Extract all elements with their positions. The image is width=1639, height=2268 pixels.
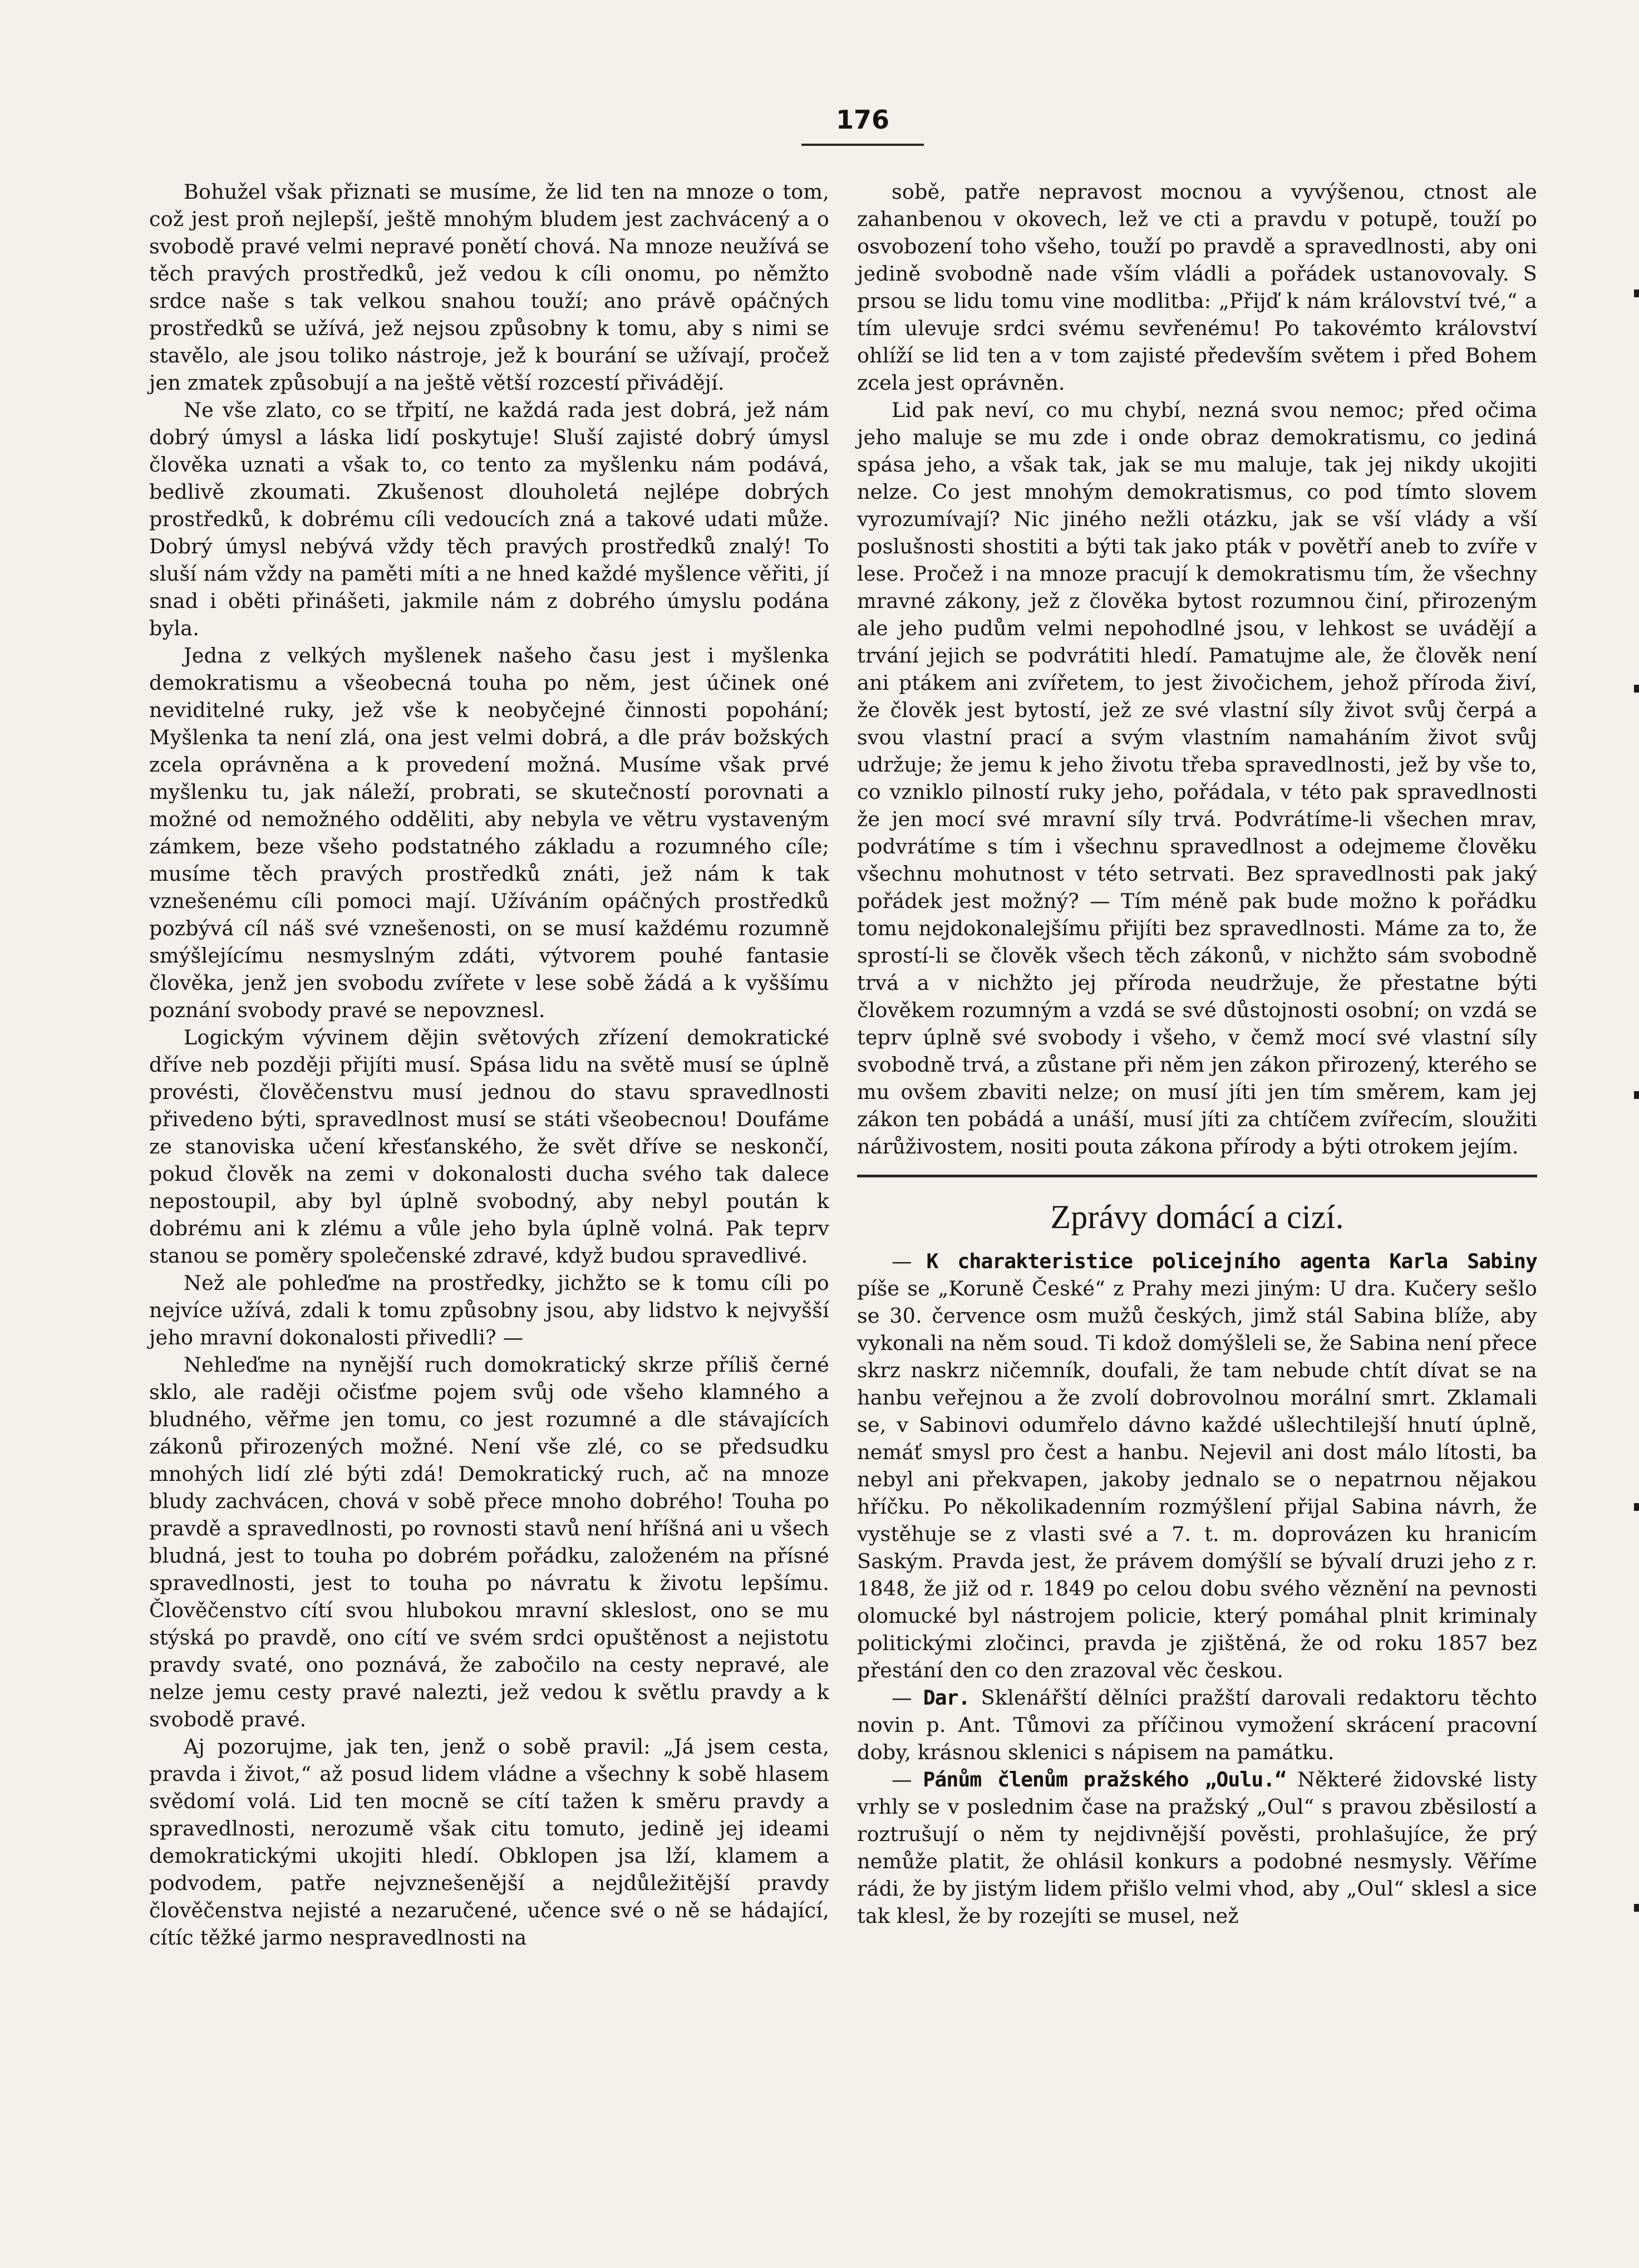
news-item-title: K charakteristice policejního agenta Karla Sabiny: [926, 1249, 1537, 1273]
paragraph: Ne vše zlato, co se třpití, ne každá rada jest dobrá, jež nám dobrý úmysl a láska lidí poskytuje! Sluší zajisté dobrý úmysl člověka uznati a však to, co tento za myšlenku nám podává, bedlivě zkoumati. Zkušenost dlouholetá nejlépe dobrých prostředků, k dobrému cíli vedoucích zná a takové udati může. Dobrý úmysl nebývá vždy těch pravých prostředků znalý! To sluší nám vždy na paměti míti a ne hned každé myšlence věřiti, jí snad i oběti přinášeti, jakmile nám z dobrého úmyslu podána byla.: [149, 398, 829, 640]
news-section-heading: Zprávy domácí a cizí.: [1050, 1199, 1344, 1235]
scan-edge-mark: [1634, 1503, 1639, 1511]
news-item: [857, 1766, 1537, 1930]
paragraph: Lid pak neví, co mu chybí, nezná svou nemoc; před očima jeho maluje se mu zde i onde obraz demokratismu, co jediná spása jeho, a však tak, jak se mu maluje, tak jej nikdy ukojiti nelze. Co jest mnohým demokratismus, co pod tímto slovem vyrozumívají? Nic jiného nežli otázku, jak se vší vlády a vší poslušnosti shostiti a býti tak jako pták v povětří aneb to zvíře v lese. Pročež i na mnoze pracují k demokratismu tím, že všechny mravné zákony, jež z člověka bytost rozumnou činí, přirozeným ale jeho pudům velmi nepohodlné jsou, v lehkost se uvádějí a trvání jejich se podvrátiti hledí. Pamatujme ale, že člověk není ani ptákem ani zvířetem, to jest živočichem, jehož příroda živí, že člověk jest bytostí, jež ze své vlastní síly život svůj čerpá a svou vlastní prací a svým vlastním namaháním život svůj udržuje; že jemu k jeho životu třeba spravedlnosti, jež by vše to, co vzniklo pilností ruky jeho, pořádala, v této pak spravedlnosti že jen mocí své mravní síly trvá. Podvrátíme-li všechen mrav, podvrátíme s tím i všechnu spravedlnost a odejmeme člověku všechnu mohutnost v této setrvati. Bez spravedlnosti pak jaký pořádek jest možný? — Tím méně pak bude možno k pořádku tomu nejdokonalejšímu přijíti bez spravedlnosti. Máme za to, že sprostí-li se člověk všech těch zákonů, v nichžto sám svobodně trvá a v nichžto jej příroda neudržuje, že přestatne býti člověkem rozumným a vzdá se své důstojnosti osobní; on vzdá se teprv úplně své svobody i všeho, v čemž mocí své vlastní síly svobodně trvá, a zůstane při něm jen zákon přirozený, kterého se mu ovšem zbaviti nelze; on musí jíti jen tím směrem, kam jej zákon ten pobádá a unáší, musí jíti za chtíčem zvířecím, sloužiti nárůživostem, nositi pouta zákona přírody a býti otrokem jejím.: [857, 398, 1537, 1158]
news-item: [857, 1248, 1537, 1684]
news-item-dash: —: [892, 1249, 912, 1273]
scan-edge-mark: [1634, 1904, 1639, 1912]
scan-edge-mark: [1634, 1091, 1639, 1099]
section-separator: [857, 1175, 1537, 1177]
paragraph: Než ale pohleďme na prostředky, jichžto se k tomu cíli po nejvíce užívá, zdali k tomu způsobny jsou, aby lidstvo k nejvyšší jeho mravní dokonalosti přivedli? —: [149, 1271, 829, 1349]
news-item-dash: —: [892, 1686, 912, 1710]
paragraph: Aj pozorujme, jak ten, jenž o sobě pravil: „Já jsem cesta, pravda i život,“ až posud lidem vládne a všechny k sobě hlasem svědomí volá. Lid ten mocně se cítí tažen k směru pravdy a spravedlnosti, nerozumě však citu tomuto, jedině jej ideami demokratickými ukojiti hledí. Obklopen jsa lží, klamem a podvodem, patře nejvznešenější a nejdůležitější pravdy člověčenstva nejisté a nezaručené, učence své o ně se hádající, cítíc těžké jarmo nespravedlnosti na: [149, 1735, 829, 1950]
paragraph: Logickým vývinem dějin světových zřízení demokratické dříve neb později přijíti musí. Spása lidu na světě musí se úplně provésti, člověčenstvu musí jednou do stavu spravedlnosti přivedeno býti, spravedlnost musí se státi všeobecnou! Doufáme ze stanoviska učení křesťanského, že svět dříve se neskončí, pokud člověk na zemi v dokonalosti ducha svého tak dalece nepostoupil, aby byl úplně svobodný, aby nebyl poután k dobrému ani k zlému a vůle jeho byla úplně volná. Pak teprv stanou se poměry společenské zdravé, když budou spravedlivé.: [149, 1025, 829, 1268]
paragraph: Bohužel však přiznati se musíme, že lid ten na mnoze o tom, což jest proň nejlepší, ještě mnohým bludem jest zachvácený a o svobodě pravé velmi nepravé ponětí chová. Na mnoze neužívá se těch pravých prostředků, jež vedou k cíli onomu, po němžto srdce naše s tak velkou snahou touží; ano právě opáčných prostředků se užívá, jež nejsou způsobny k tomu, aby s nimi se stavělo, ale jsou toliko nástroje, jež k bourání se užívají, pročež jen zmatek způsobují a na ještě větší rozcestí přivádějí.: [149, 180, 829, 395]
right-column: [857, 178, 1537, 1930]
news-item-text: Některé židovské listy vrhly se v poslednim čase na pražský „Oul“ s pravou zběsilostí a roztrušují o něm ty nejdivnější pověsti, prohlašujíce, že prý nemůže platit, že ohlásil konkurs a podobné nesmysly. Věříme rádi, že by jistým lidem přišlo velmi vhod, aby „Oul“ sklesl a sice tak klesl, že by rozejíti se musel, než: [857, 1768, 1537, 1928]
scan-edge-mark: [1634, 289, 1639, 297]
news-item-text: Sklenářští dělníci pražští darovali redaktoru těchto novin p. Ant. Tůmovi za příčinou vymožení skrácení pracovní doby, krásnou sklenici s nápisem na památku.: [857, 1686, 1537, 1764]
news-item-dash: —: [892, 1768, 912, 1791]
news-item-title: Dar.: [923, 1686, 970, 1710]
paragraph: sobě, patře nepravost mocnou a vyvýšenou, ctnost ale zahanbenou v okovech, lež ve cti a pravdu v potupě, touží po osvobození toho všeho, touží po pravdě a spravedlnosti, aby oni jedině svobodně nade vším vládli a pořádek ustanovovaly. S prsou se lidu tomu vine modlitba: „Přijď k nám království tvé,“ a tím ulevuje srdci svému sevřenému! Po takovémto království ohlíží se lid ten a v tom zajisté především světem i před Bohem zcela jest oprávněn.: [857, 180, 1537, 395]
news-item-title: Pánům členům pražského „Oulu.“: [923, 1768, 1287, 1791]
left-column: [149, 178, 829, 1951]
news-item: [857, 1684, 1537, 1766]
news-item-text: píše se „Koruně České“ z Prahy mezi jiným: U dra. Kučery sešlo se 30. července osm mužů českých, jimž stál Sabina blíže, aby vykonali na něm soud. Ti kdož domýšleli se, že Sabina není přece skrz naskrz ničemník, doufali, že tam nebude chtít dívat se na hanbu veřejnou a že zvolí dobrovolnou morální smrt. Zklamali se, v Sabinovi odumřelo dávno každé ušlechtilejší hnutí úplně, nemáť smysl pro čest a hanbu. Nejevil ani dost málo lítosti, ba nebyl ani překvapen, jakoby jednalo se o nepatrnou nějakou hříčku. Po několikadenním rozmýšlení přijal Sabina návrh, že vystěhuje se z vlasti své a 7. t. m. doprovázen ku hranicím Saským. Pravda jest, že právem domýšlí se bývalí druzi jeho z r. 1848, že již od r. 1849 po celou dobu svého věznění na pevnosti olomucké byl nástrojem policie, který pomáhal plnit kriminaly politickými zločinci, pravda je zjištěná, že od roku 1857 bez přestání den co den zrazoval věc českou.: [857, 1277, 1537, 1682]
paragraph: Nehleďme na nynější ruch domokratický skrze příliš černé sklo, ale raději očisťme pojem svůj ode všeho klamného a bludného, věřme jen tomu, co jest rozumné a dle stávajících zákonů přirozených možné. Není vše zlé, co se předsudku mnohých lidí zlé býti zdá! Demokratický ruch, ač na mnoze bludy zachvácen, chová v sobě přece mnoho dobrého! Touha po pravdě a spravedlnosti, po rovnosti stavů není hříšná ani u všech bludná, jest to touha po dobrém pořádku, založeném na přísné spravedlnosti, jest to touha po návratu k životu lepšímu. Člověčenstvo cítí svou hlubokou mravní skleslost, ono se mu stýská po pravdě, ono cítí ve svém srdci opuštěnost a nejistotu pravdy svaté, ono poznává, že zabočilo na cesty nepravé, ale nelze jemu cesty pravé nalezti, jež vedou k světlu pravdy a k svobodě pravé.: [149, 1353, 829, 1731]
page-number-rule: [801, 144, 924, 146]
scan-edge-mark: [1634, 685, 1639, 693]
page-number: 176: [835, 105, 890, 135]
paragraph: Jedna z velkých myšlenek našeho času jest i myšlenka demokratismu a všeobecná touha po něm, jest účinek oné neviditelné ruky, jež vše k neobyčejné činnosti popohání; Myšlenka ta není zlá, ona jest velmi dobrá, a dle práv božských zcela oprávněna a k provedení možná. Musíme však prvé myšlenku tu, jak náleží, probrati, se skutečností porovnati a možné od nemožného odděliti, aby nebyla ve větru vystaveným zámkem, beze všeho podstatného základu a rozumného cíle; musíme těch pravých prostředků znáti, jež nám k tak vznešenému cíli pomoci mají. Užíváním opáčných prostředků pozbývá cíl náš své vznešenosti, on se musí každému rozumně smýšlejícímu nesmyslným zdáti, výtvorem pouhé fantasie člověka, jenž jen svobodu zvířete v lese sobě žádá a k vyššímu poznání svobody pravé se nepovznesl.: [149, 644, 829, 1022]
